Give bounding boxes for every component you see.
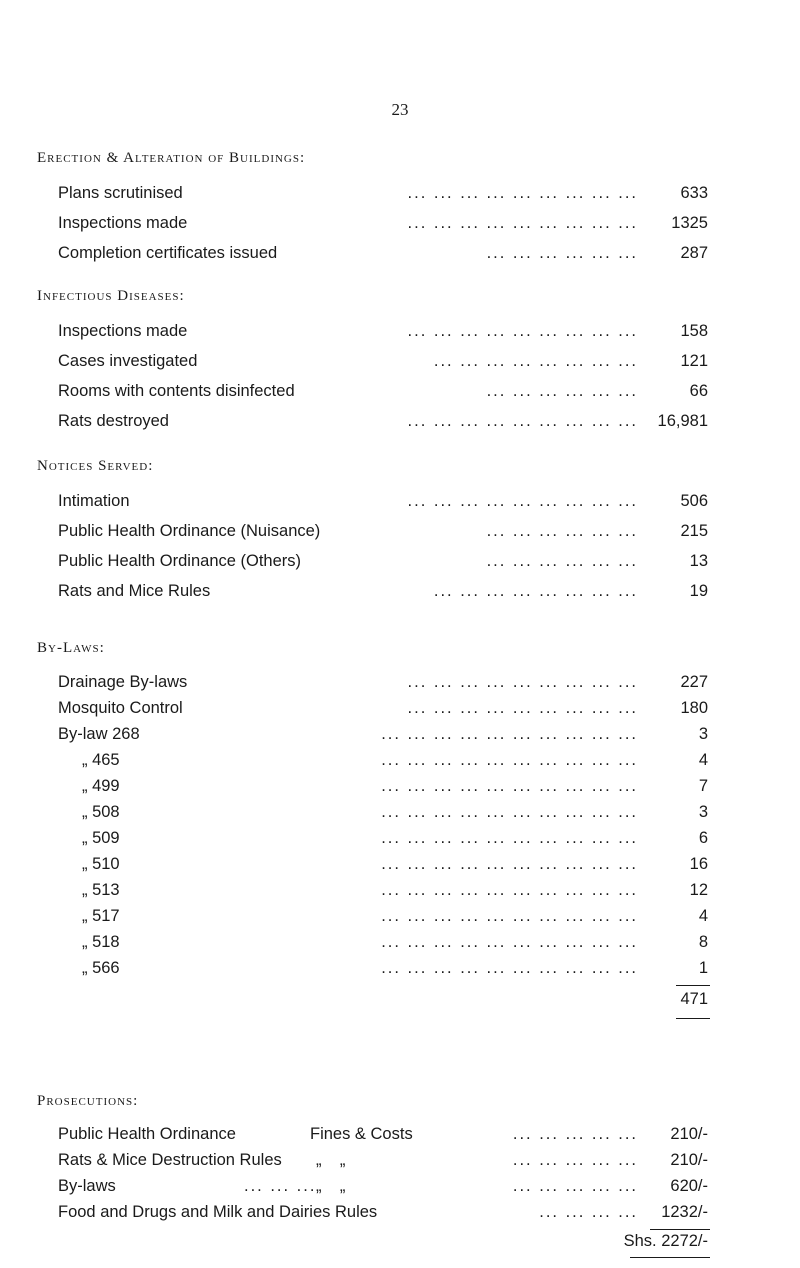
row-value: 66 xyxy=(689,382,708,400)
row-value: 215 xyxy=(680,522,708,540)
row-label: Cases investigated xyxy=(58,352,198,370)
row-value: 3 xyxy=(698,725,708,743)
row-label: By-laws xyxy=(58,1177,116,1195)
table-row: Inspections made ... ... ... ... ... ... ... ... ... 1325 xyxy=(58,210,708,236)
row-value: 506 xyxy=(680,492,708,510)
prosecutions-total: Shs. 2272/- xyxy=(623,1232,708,1250)
table-row: Rats and Mice Rules ... ... ... ... ... ... ... ... 19 xyxy=(58,578,708,604)
table-row: Public Health Ordinance (Others) ... ... ... ... ... ... 13 xyxy=(58,548,708,574)
row-value: 4 xyxy=(698,907,708,925)
row-mid: Fines & Costs xyxy=(310,1125,413,1143)
row-label: „ 499 xyxy=(82,777,120,795)
row-label: „ 508 xyxy=(82,803,120,821)
row-value: 1 xyxy=(698,959,708,977)
row-value: 1325 xyxy=(671,214,708,232)
row-label: Intimation xyxy=(58,492,130,510)
row-label: Food and Drugs and Milk and Dairies Rules xyxy=(58,1203,378,1221)
total-rule xyxy=(676,1018,710,1019)
row-label: Inspections made xyxy=(58,214,188,232)
table-row: „ 513 ... ... ... ... ... ... ... ... ... ... 12 xyxy=(58,877,708,903)
table-row: Intimation ... ... ... ... ... ... ... ... ... 506 xyxy=(58,488,708,514)
table-row: Rooms with contents disinfected ... ... ... ... ... ... 66 xyxy=(58,378,708,404)
row-value: 4 xyxy=(698,751,708,769)
table-row: „ 517 ... ... ... ... ... ... ... ... ... ... 4 xyxy=(58,903,708,929)
row-label: Public Health Ordinance (Others) xyxy=(58,552,302,570)
row-label: „ 509 xyxy=(82,829,120,847)
row-value: 180 xyxy=(680,699,708,717)
table-row: „ 465 ... ... ... ... ... ... ... ... ... ... 4 xyxy=(58,747,708,773)
table-row: Rats & Mice Destruction Rules „ „ ... ... ... ... ... 210/- xyxy=(58,1147,708,1173)
page-number: 23 xyxy=(391,100,409,119)
table-row: Food and Drugs and Milk and Dairies Rules ... ... ... ... 1232/- xyxy=(58,1199,708,1225)
row-value: 620/- xyxy=(670,1177,708,1195)
table-row: „ 566 ... ... ... ... ... ... ... ... ... ... 1 xyxy=(58,955,708,981)
row-value: 16 xyxy=(689,855,708,873)
row-value: 287 xyxy=(680,244,708,262)
row-value: 6 xyxy=(698,829,708,847)
table-row: Completion certificates issued ... ... ... ... ... ... 287 xyxy=(58,240,708,266)
table-row: Public Health Ordinance (Nuisance) ... ... ... ... ... ... 215 xyxy=(58,518,708,544)
table-row: Drainage By-laws ... ... ... ... ... ... ... ... ... 227 xyxy=(58,669,708,695)
total-rule xyxy=(630,1257,710,1258)
row-value: 13 xyxy=(689,552,708,570)
table-row: Rats destroyed ... ... ... ... ... ... ... ... ... 16,981 xyxy=(58,408,708,434)
row-value: 19 xyxy=(689,582,708,600)
row-value: 158 xyxy=(680,322,708,340)
row-mid: „ „ xyxy=(316,1177,346,1195)
row-label: Inspections made xyxy=(58,322,188,340)
table-row: Public Health Ordinance Fines & Costs ... ... ... ... ... 210/- xyxy=(58,1121,708,1147)
table-row: Inspections made ... ... ... ... ... ... ... ... ... 158 xyxy=(58,318,708,344)
section-heading-infectious: Infectious Diseases: xyxy=(37,288,185,304)
row-label: „ 510 xyxy=(82,855,120,873)
table-row: „ 518 ... ... ... ... ... ... ... ... ... ... 8 xyxy=(58,929,708,955)
row-label: „ 518 xyxy=(82,933,120,951)
total-rule xyxy=(650,1229,710,1230)
row-mid: „ „ xyxy=(316,1151,346,1169)
row-label: Drainage By-laws xyxy=(58,673,188,691)
table-row: „ 509 ... ... ... ... ... ... ... ... ... ... 6 xyxy=(58,825,708,851)
row-value: 12 xyxy=(689,881,708,899)
row-value: 121 xyxy=(680,352,708,370)
section-heading-notices: Notices Served: xyxy=(37,458,154,474)
row-label: Rats destroyed xyxy=(58,412,169,430)
row-value: 633 xyxy=(680,184,708,202)
row-value: 210/- xyxy=(670,1151,708,1169)
table-row: By-laws ... ... ... „ „ ... ... ... ... ... 620/- xyxy=(58,1173,708,1199)
table-row: „ 508 ... ... ... ... ... ... ... ... ... ... 3 xyxy=(58,799,708,825)
row-value: 227 xyxy=(680,673,708,691)
table-row: Mosquito Control ... ... ... ... ... ... ... ... ... 180 xyxy=(58,695,708,721)
row-label: Rooms with contents disinfected xyxy=(58,382,295,400)
row-value: 8 xyxy=(698,933,708,951)
table-row: „ 499 ... ... ... ... ... ... ... ... ... ... 7 xyxy=(58,773,708,799)
row-label: Rats and Mice Rules xyxy=(58,582,211,600)
row-label: Rats & Mice Destruction Rules xyxy=(58,1151,282,1169)
row-label: Mosquito Control xyxy=(58,699,183,717)
row-value: 1232/- xyxy=(661,1203,708,1221)
table-row: Plans scrutinised ... ... ... ... ... ... ... ... ... 633 xyxy=(58,180,708,206)
row-label: Plans scrutinised xyxy=(58,184,183,202)
row-label: „ 465 xyxy=(82,751,120,769)
row-value: 3 xyxy=(698,803,708,821)
section-heading-erection: Erection & Alteration of Buildings: xyxy=(37,150,306,166)
row-label: Public Health Ordinance xyxy=(58,1125,236,1143)
row-label: Completion certificates issued xyxy=(58,244,278,262)
table-row: Cases investigated ... ... ... ... ... ... ... ... 121 xyxy=(58,348,708,374)
table-row: By-law 268 ... ... ... ... ... ... ... ... ... ... 3 xyxy=(58,721,708,747)
total-rule xyxy=(676,985,710,986)
row-label: By-law 268 xyxy=(58,725,140,743)
row-label: Public Health Ordinance (Nuisance) xyxy=(58,522,321,540)
table-row: „ 510 ... ... ... ... ... ... ... ... ... ... 16 xyxy=(58,851,708,877)
row-value: 7 xyxy=(698,777,708,795)
row-value: 16,981 xyxy=(657,412,708,430)
section-heading-bylaws: By-Laws: xyxy=(37,640,105,656)
row-label: „ 517 xyxy=(82,907,120,925)
section-heading-prosecutions: Prosecutions: xyxy=(37,1093,139,1109)
row-label: „ 513 xyxy=(82,881,120,899)
row-value: 210/- xyxy=(670,1125,708,1143)
row-label: „ 566 xyxy=(82,959,120,977)
bylaws-total: 471 xyxy=(680,990,708,1008)
